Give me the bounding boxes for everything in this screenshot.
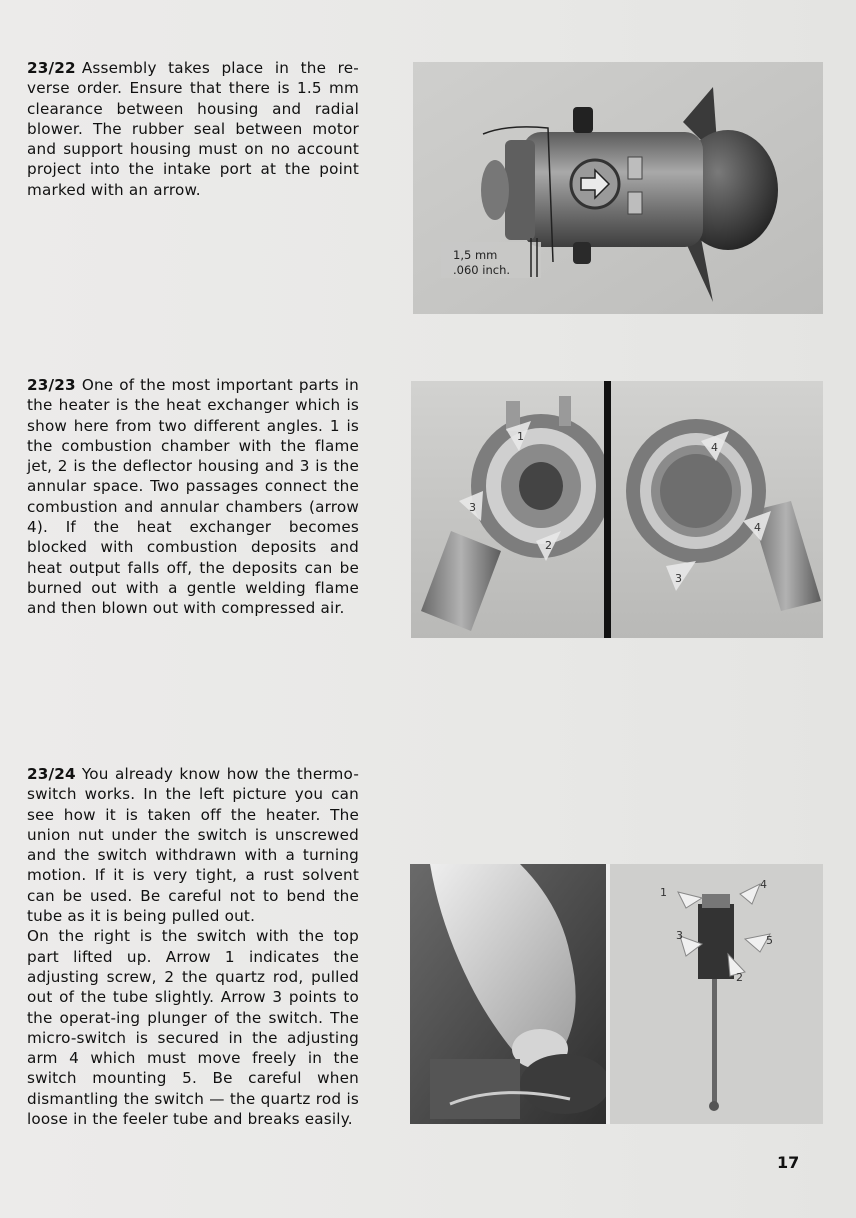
section-number: 23/24 [27, 765, 76, 783]
section-number: 23/22 [27, 59, 76, 77]
switch-label-1: 1 [660, 886, 667, 899]
section-text: Assembly takes place in the re-verse order. Ensure that there is 1.5 mm clearance between housing and radial blower. The rubber seal between motor and support housing must on no account project into the intake port at the point marked with an arrow. [27, 59, 359, 199]
right-label-4b: 4 [754, 521, 761, 534]
measure-inch-label: .060 inch. [453, 263, 511, 277]
left-label-1: 1 [517, 430, 524, 443]
left-label-3: 3 [469, 501, 476, 514]
section-23-24 [27, 764, 359, 1129]
photo-heat-exchanger [411, 381, 823, 638]
measure-mm-label: 1,5 mm [453, 248, 498, 262]
right-label-3: 3 [675, 572, 682, 585]
switch-label-3: 3 [676, 929, 683, 942]
right-label-4a: 4 [711, 441, 718, 454]
section-text: You already know how the thermo-switch works. In the left picture you can see how it is taken off the heater. The union nut under the switch is unscrewed and the switch withdrawn with a turning motion. If it is very tight, a rust solvent can be used. Be careful not to bend the tube as it is being pulled out. [27, 765, 359, 926]
switch-label-2: 2 [736, 971, 743, 984]
photo-thermo-switch [410, 864, 823, 1124]
section-text: One of the most important parts in the heater is the heat exchanger which is show here from two different angles. 1 is the combustion chamber with the flame jet, 2 is the deflector housing and 3 is the annular space. Two passages connect the combustion and annular chambers (arrow 4). If the heat exchanger becomes blocked with combustion deposits and heat output falls off, the deposits can be burned out with a gentle welding flame and then blown out with compressed air. [27, 376, 359, 618]
photo-blower-assembly [413, 62, 823, 314]
left-label-2: 2 [545, 539, 552, 552]
section-text-continued: On the right is the switch with the top part lifted up. Arrow 1 indicates the adjusting screw, 2 the quartz rod, pulled out of the tube slightly. Arrow 3 points to the operat-ing plunger of the switch. The micro-switch is secured in the adjusting arm 4 which must move freely in the switch mounting 5. Be careful when dismantling the switch — the quartz rod is loose in the feeler tube and breaks easily. [27, 927, 359, 1129]
section-23-22 [27, 58, 359, 200]
switch-label-5: 5 [766, 934, 773, 947]
section-23-23 [27, 375, 359, 619]
section-number: 23/23 [27, 376, 76, 394]
page-number: 17 [777, 1153, 800, 1172]
switch-label-4: 4 [760, 878, 767, 891]
